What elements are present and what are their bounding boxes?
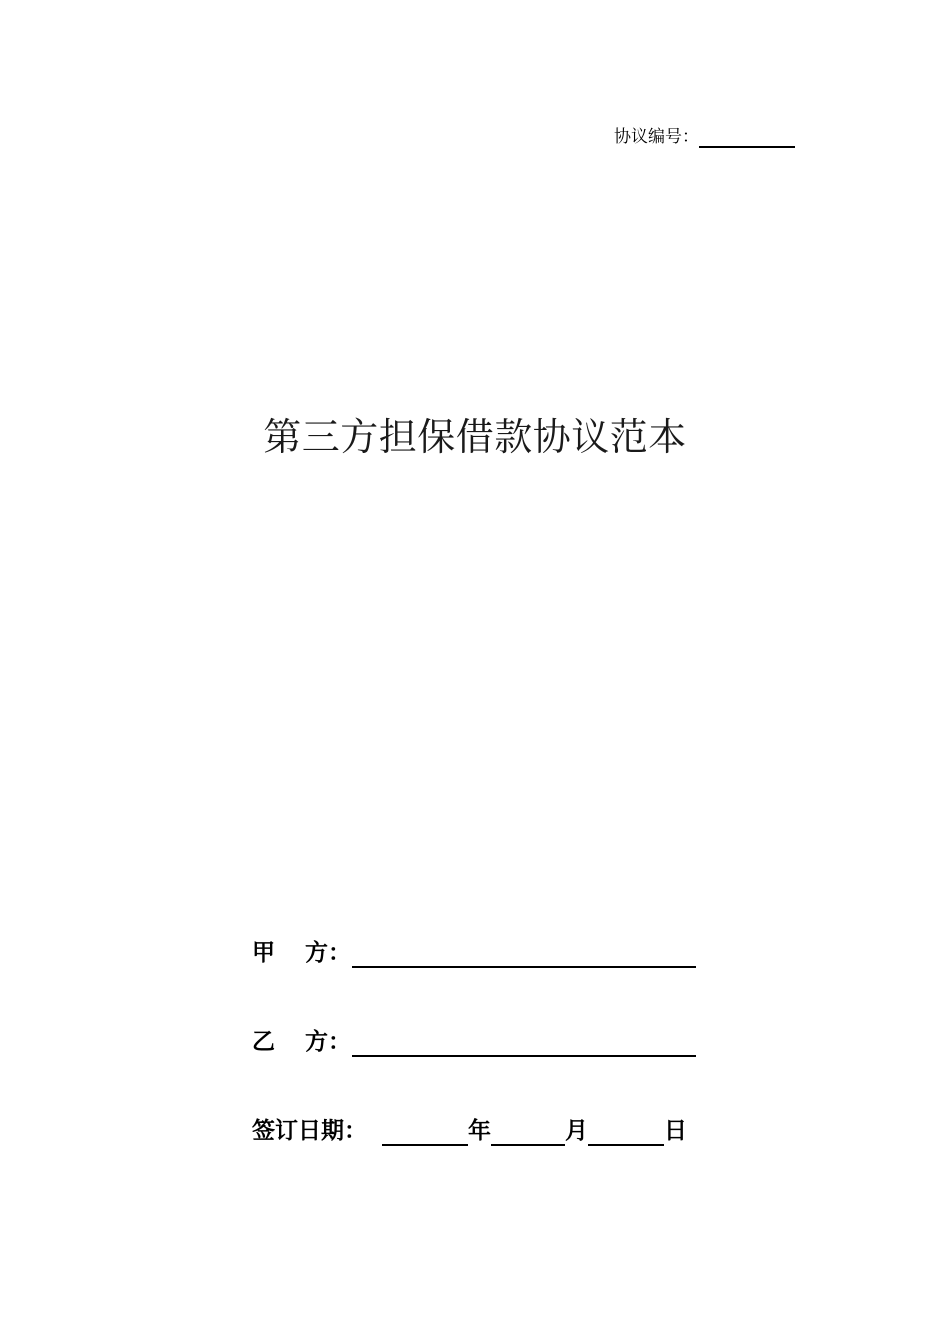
party-a-blank[interactable]	[352, 942, 696, 968]
signing-date-label: 签订日期：	[252, 1117, 367, 1144]
signing-month-blank[interactable]	[491, 1120, 565, 1146]
party-b-blank[interactable]	[352, 1031, 696, 1057]
signing-date-row	[252, 1116, 687, 1146]
signing-day-blank[interactable]	[588, 1120, 664, 1146]
signing-year-blank[interactable]	[382, 1120, 468, 1146]
signing-year-label: 年	[468, 1117, 491, 1144]
signing-day-label: 日	[664, 1117, 687, 1144]
agreement-number-label: 协议编号：	[614, 127, 699, 147]
agreement-number-blank[interactable]	[699, 127, 795, 148]
party-b-label: 乙 方：	[252, 1028, 352, 1055]
signing-month-label: 月	[565, 1117, 588, 1144]
party-b-row	[252, 1027, 696, 1057]
party-a-row	[252, 938, 696, 968]
party-a-label: 甲 方：	[252, 939, 352, 966]
document-title: 第三方担保借款协议范本	[263, 415, 687, 459]
agreement-number	[614, 126, 795, 148]
